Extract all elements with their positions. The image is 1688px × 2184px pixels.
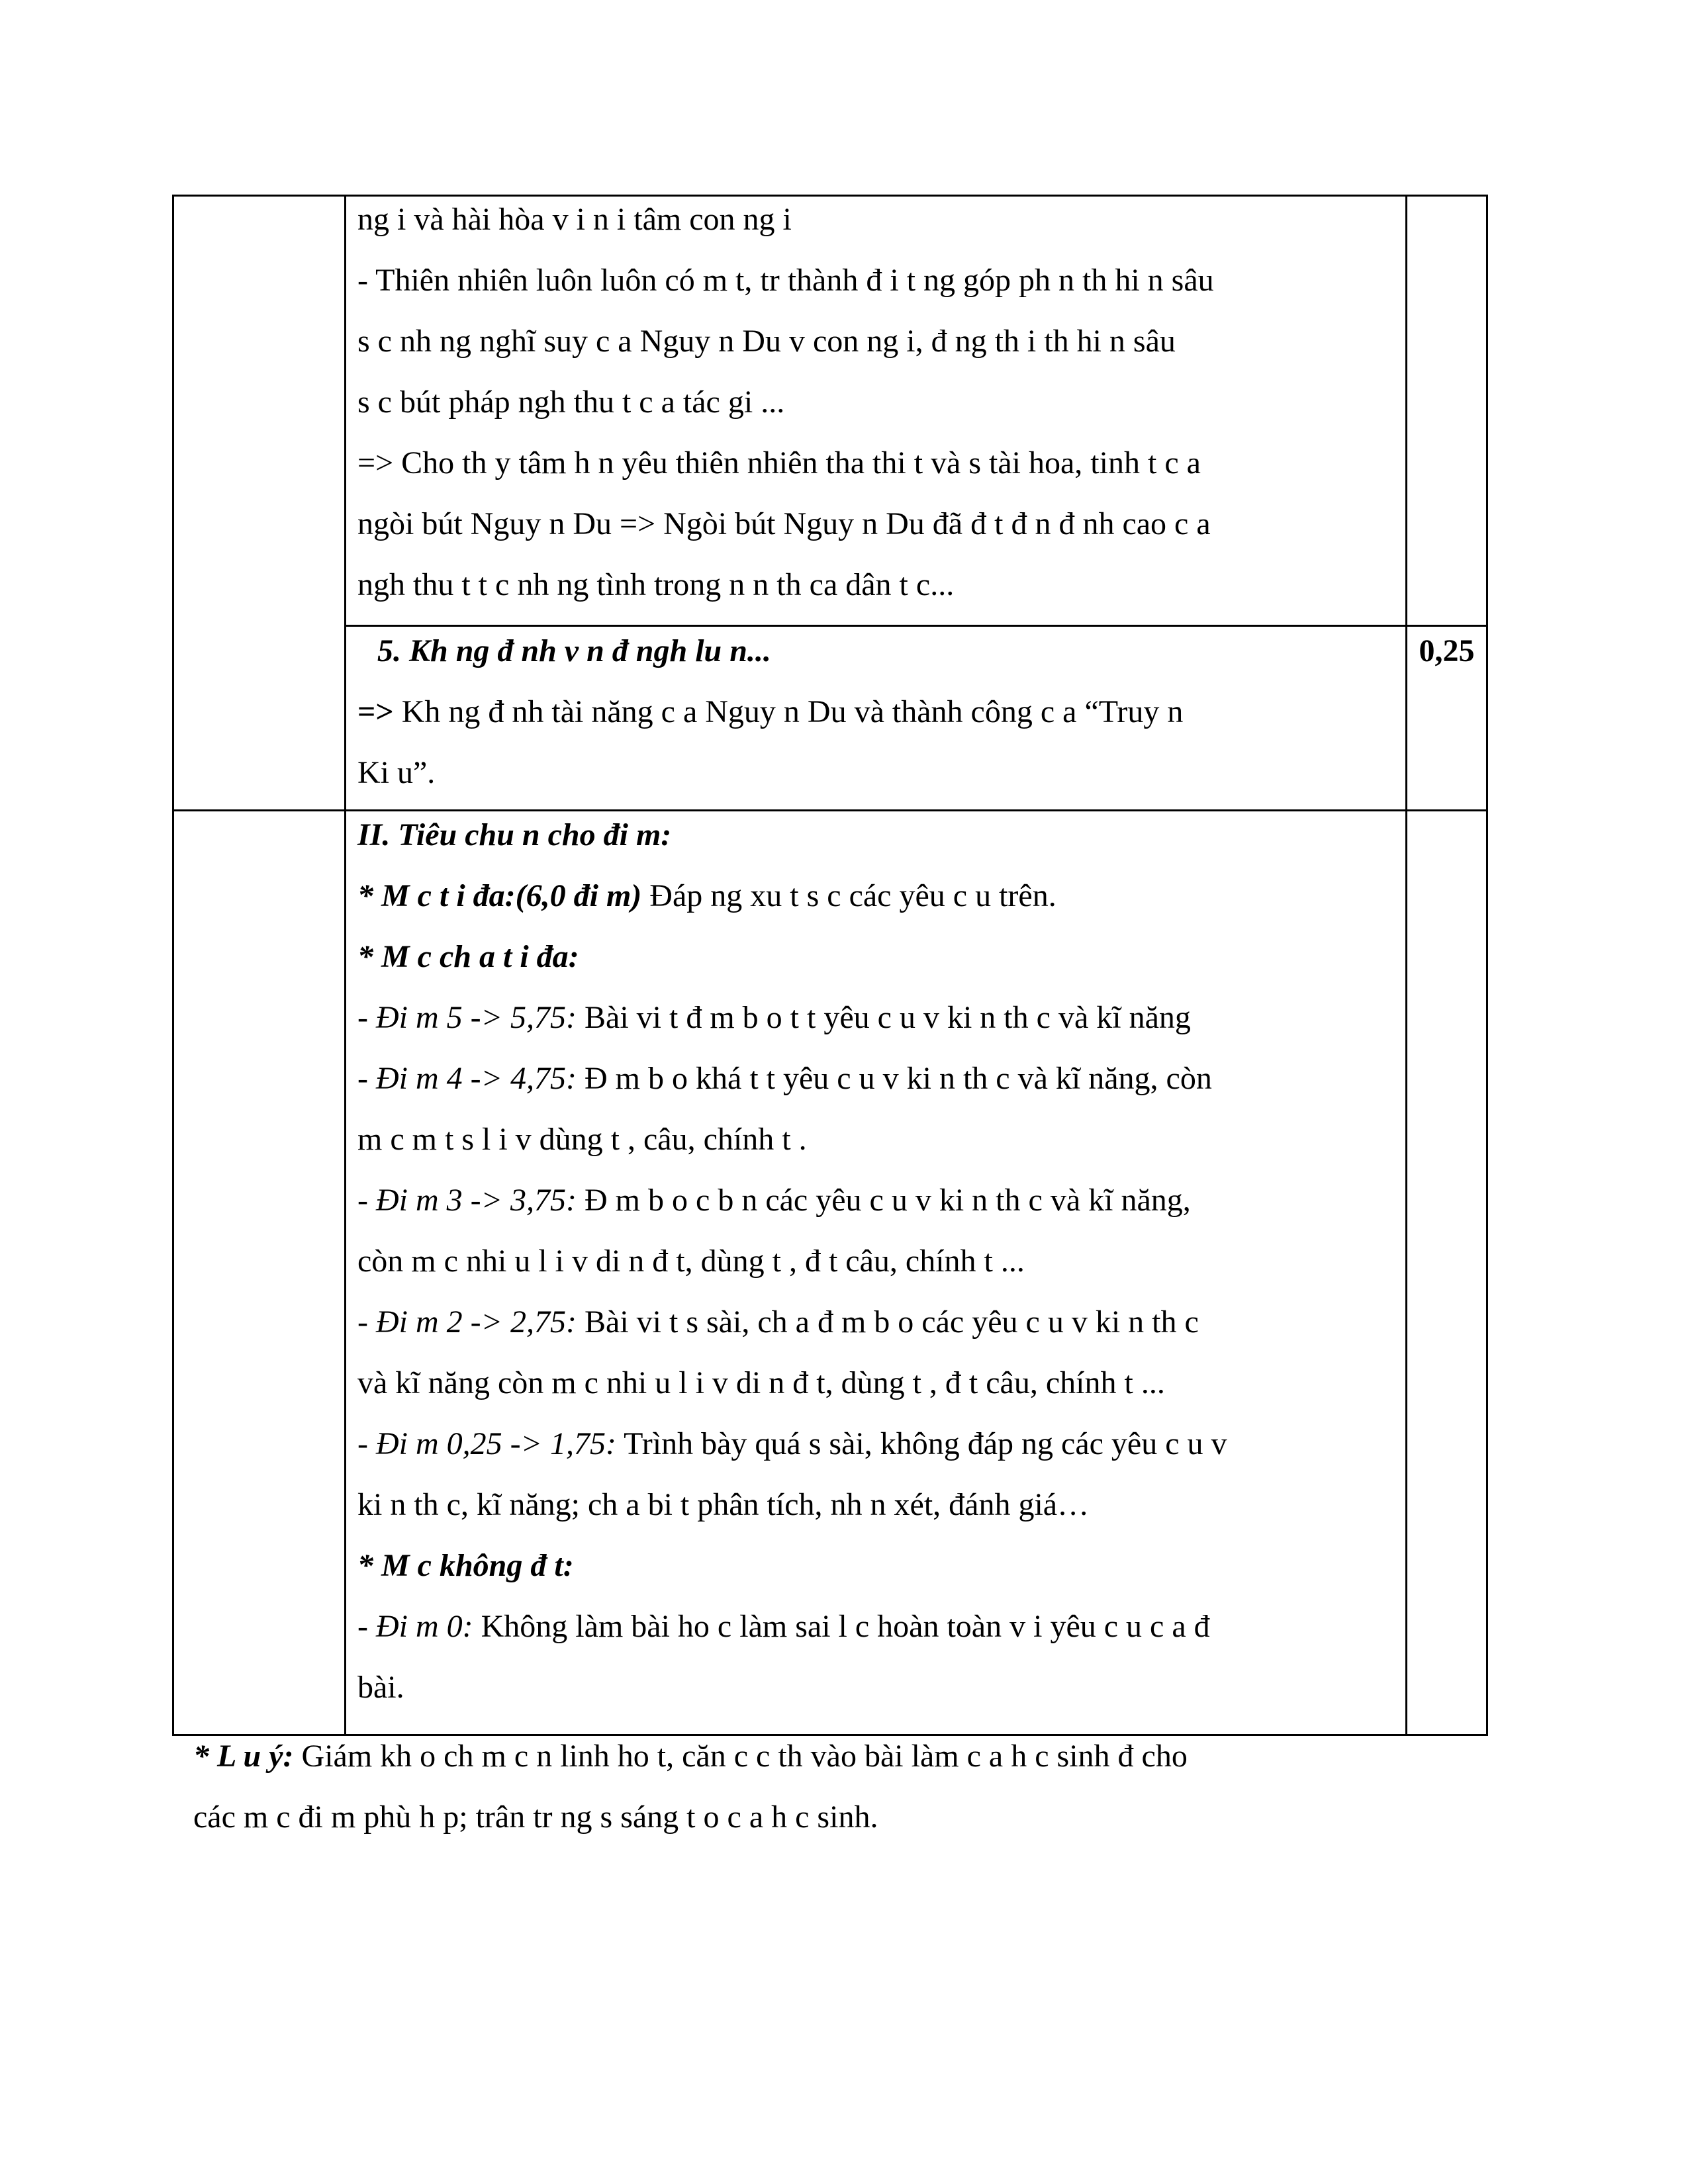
note-label: * L u ý: [193,1739,294,1774]
criteria-line [357,1048,1397,1109]
content-line: => Cho th y tâm h n yêu thiên nhiên tha thi t và s tài hoa, tinh t c a [357,445,1201,480]
criteria-text: Không làm bài ho c làm sai l c hoàn toàn v i yêu c u c a đ [473,1609,1210,1644]
note-line: các m c đi m phù h p; trân tr ng s sáng t o c a h c sinh. [193,1799,878,1835]
criteria-text: Đáp ng xu t s c các yêu c u trên. [641,878,1056,913]
criteria-label: - Đi m 0,25 -> 1,75: [357,1426,617,1461]
criteria-text: Đ m b o khá t t yêu c u v ki n th c và kĩ năng, còn [577,1061,1212,1096]
table-border-left [172,195,174,1736]
criteria-line [357,1292,1397,1353]
content-line: ngòi bút Nguy n Du => Ngòi bút Nguy n Du đã đ t đ n đ nh cao c a [357,506,1211,541]
content-line: s c nh ng nghĩ suy c a Nguy n Du v con ng i, đ ng th i th hi n sâu [357,324,1176,359]
content-line: - Thiên nhiên luôn luôn có m t, tr thành đ i t ng góp ph n th hi n sâu [357,263,1214,298]
content-text: Kh ng đ nh tài năng c a Nguy n Du và thành công c a “Truy n [393,694,1184,729]
note-block [193,1726,1497,1848]
criteria-label: - Đi m 2 -> 2,75: [357,1304,577,1340]
criteria-line [357,866,1397,927]
criteria-line [357,1170,1397,1231]
score-cell: 0,25 [1419,633,1475,668]
criteria-label: - Đi m 3 -> 3,75: [357,1183,577,1218]
criteria-line: m c m t s l i v dùng t , câu, chính t . [357,1122,807,1157]
row2-content-cell [357,621,1390,803]
criteria-text: Bài vi t đ m b o t t yêu c u v ki n th c và kĩ năng [577,1000,1191,1035]
criteria-label: - Đi m 5 -> 5,75: [357,1000,577,1035]
criteria-line: còn m c nhi u l i v di n đ t, dùng t , đ t câu, chính t ... [357,1244,1025,1279]
content-line: ngh thu t t c nh ng tình trong n n th ca dân t c... [357,567,955,602]
criteria-line: bài. [357,1670,404,1705]
criteria-label: - Đi m 0: [357,1609,473,1644]
criteria-line [357,1596,1397,1657]
criteria-line [357,1414,1397,1475]
criteria-text: Đ m b o c b n các yêu c u v ki n th c và kĩ năng, [577,1183,1191,1218]
section-heading: II. Tiêu chu n cho đi m: [357,817,672,852]
arrow-symbol: => [357,694,394,729]
table-column-divider [344,195,346,1736]
criteria-label: * M c t i đa:(6,0 đi m) [357,878,642,913]
criteria-line [357,987,1397,1048]
criteria-line: ki n th c, kĩ năng; ch a bi t phân tích, nh n xét, đánh giá… [357,1487,1090,1522]
sub-heading: * M c ch a t i đa: [357,939,579,974]
content-line: ng i và hài hòa v i n i tâm con ng i [357,202,792,237]
note-line [193,1726,1497,1787]
content-line: Ki u”. [357,755,436,790]
table-border-right [1486,195,1488,1736]
section-heading: 5. Kh ng đ nh v n đ ngh lu n... [377,633,771,668]
criteria-line: và kĩ năng còn m c nhi u l i v di n đ t, dùng t , đ t câu, chính t ... [357,1365,1165,1400]
criteria-label: - Đi m 4 -> 4,75: [357,1061,577,1096]
criteria-text: Trình bày quá s sài, không đáp ng các yêu c u v [616,1426,1227,1461]
sub-heading: * M c không đ t: [357,1548,574,1583]
note-text: Giám kh o ch m c n linh ho t, căn c c th vào bài làm c a h c sinh đ cho [293,1739,1188,1774]
row1-content-cell [357,189,1390,615]
content-line [357,682,1390,743]
table-column-divider [1405,195,1407,1736]
criteria-text: Bài vi t s sài, ch a đ m b o các yêu c u v ki n th c [577,1304,1199,1340]
row3-content-cell [357,805,1397,1718]
content-line: s c bút pháp ngh thu t c a tác gi ... [357,385,785,420]
